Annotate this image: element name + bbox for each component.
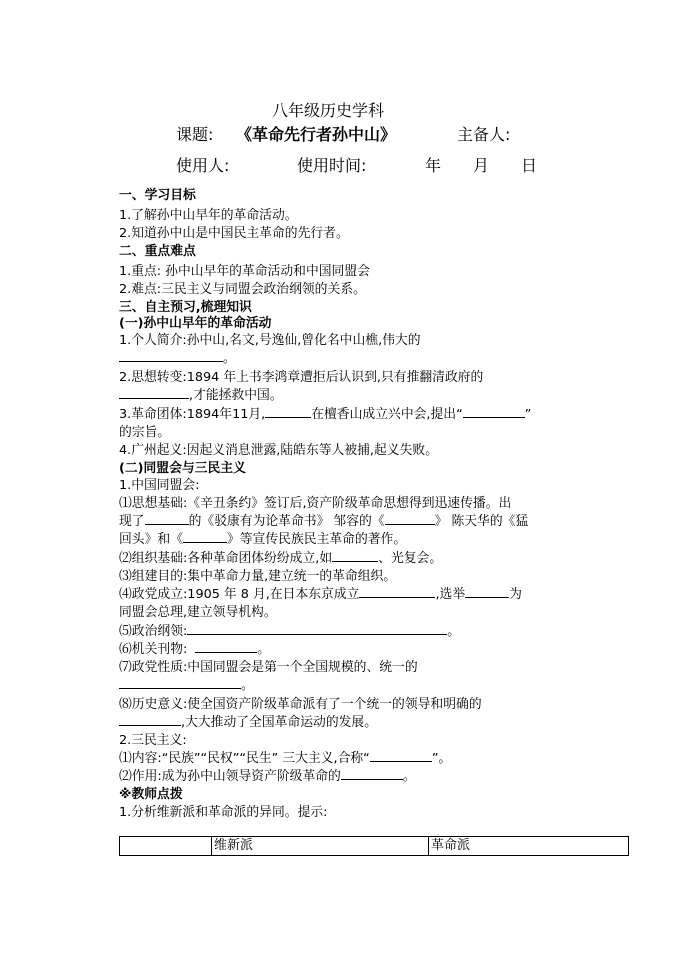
item-2-1-2: ⑵组织基础:各种革命团体纷纷成立,如 、光复会。 <box>119 551 443 566</box>
fill-blank[interactable] <box>119 349 223 362</box>
fill-blank[interactable] <box>195 640 257 653</box>
item-2-1-1-line2: 现了 的《驳康有为论革命书》 邹容的《 》 陈天华的《猛 <box>119 514 529 529</box>
item-1-3-line2: 的宗旨。 <box>119 425 171 440</box>
year-label: 年 <box>425 156 442 175</box>
fill-blank[interactable] <box>385 512 435 525</box>
item-1-2-line1: 2.思想转变:1894 年上书李鸿章遭拒后认识到,只有推翻清政府的 <box>119 370 484 385</box>
fill-blank[interactable] <box>187 622 447 635</box>
fill-blank[interactable] <box>332 549 378 562</box>
fill-blank[interactable] <box>119 676 241 689</box>
fill-blank[interactable] <box>463 405 525 418</box>
item-1-4: 4.广州起义:因起义消息泄露,陆皓东等人被捕,起义失败。 <box>119 443 438 458</box>
day-label: 日 <box>521 156 538 175</box>
item-2-1-7-line1: ⑺政党性质:中国同盟会是第一个全国规模的、统一的 <box>119 660 418 675</box>
item-1-2-line2: ,才能拯救中国。 <box>119 384 283 403</box>
objective-1: 1.了解孙中山早年的革命活动。 <box>119 208 298 223</box>
fill-blank[interactable] <box>145 512 189 525</box>
item-2-1-1-line1: ⑴思想基础:《辛丑条约》签订后,资产阶级革命思想得到迅速传播。出 <box>119 496 512 511</box>
part2-title: (二)同盟会与三民主义 <box>119 461 246 476</box>
fill-blank[interactable] <box>119 713 181 726</box>
difficulty-point: 2.难点:三民主义与同盟会政治纲领的关系。 <box>119 282 366 297</box>
key-point: 1.重点: 孙中山早年的革命活动和中国同盟会 <box>119 264 370 279</box>
user-label: 使用人: <box>176 156 230 175</box>
item-2-1-7-line2: 。 <box>119 674 254 693</box>
fill-blank[interactable] <box>359 585 435 598</box>
item-2-2-2: ⑵作用:成为孙中山领导资产阶级革命的 。 <box>119 769 416 784</box>
item-2-1-1-line3: 回头》和《 》等宣传民族民主革命的著作。 <box>119 532 407 547</box>
time-label: 使用时间: <box>297 156 367 175</box>
item-2-1-4-line1: ⑷政党成立:1905 年 8 月,在日本东京成立 ,选举 为 <box>119 587 522 602</box>
item-2-2-1: ⑴内容:“民族”“民权”“民生” 三大主义,合称“ ”。 <box>119 751 452 766</box>
section-objectives-title: 一、学习目标 <box>119 188 196 203</box>
month-label: 月 <box>473 156 490 175</box>
item-1-1-line2: 。 <box>119 347 236 366</box>
fill-blank[interactable] <box>341 767 403 780</box>
fill-blank[interactable] <box>119 386 189 399</box>
preparer-label: 主备人: <box>457 125 511 144</box>
item-2-1-3: ⑶组建目的:集中革命力量,建立统一的革命组织。 <box>119 569 397 584</box>
part1-title: (一)孙中山早年的革命活动 <box>119 316 272 331</box>
section-key-points-title: 二、重点难点 <box>119 244 196 259</box>
lesson-label: 课题: <box>176 125 214 144</box>
table-header-revolution: 革命派 <box>429 837 629 856</box>
item-1-3-line1: 3.革命团体:1894年11月, 在檀香山成立兴中会,提出“ ” <box>119 407 532 422</box>
item-2-1-6: ⑹机关刊物: 。 <box>119 642 271 657</box>
item-2-1-5: ⑸政治纲领: 。 <box>119 624 461 639</box>
lesson-name: 《革命先行者孙中山》 <box>236 125 397 144</box>
item-2-1-4-line2: 同盟会总理,建立领导机构。 <box>119 605 277 620</box>
page-title: 八年级历史学科 <box>272 101 385 120</box>
table-cell-blank[interactable] <box>120 837 212 856</box>
fill-blank[interactable] <box>465 585 509 598</box>
table-row <box>120 837 629 856</box>
item-2-1: 1.中国同盟会: <box>119 478 200 493</box>
comparison-table <box>119 836 629 856</box>
item-2-2: 2.三民主义: <box>119 733 187 748</box>
fill-blank[interactable] <box>265 405 311 418</box>
item-2-1-8-line1: ⑻历史意义:使全国资产阶级革命派有了一个统一的领导和明确的 <box>119 697 482 712</box>
table-header-reform: 维新派 <box>212 837 429 856</box>
fill-blank[interactable] <box>183 530 227 543</box>
teacher-guide-title: ※教师点拨 <box>119 787 183 802</box>
item-2-1-8-line2: ,大大推动了全国革命运动的发展。 <box>119 711 377 730</box>
section-preview-title: 三、自主预习,梳理知识 <box>119 300 252 315</box>
objective-2: 2.知道孙中山是中国民主革命的先行者。 <box>119 226 349 241</box>
item-1-1-line1: 1.个人简介:孙中山,名文,号逸仙,曾化名中山樵,伟大的 <box>119 333 421 348</box>
teacher-guide-item-1: 1.分析维新派和革命派的异同。提示: <box>119 805 328 820</box>
fill-blank[interactable] <box>370 749 432 762</box>
